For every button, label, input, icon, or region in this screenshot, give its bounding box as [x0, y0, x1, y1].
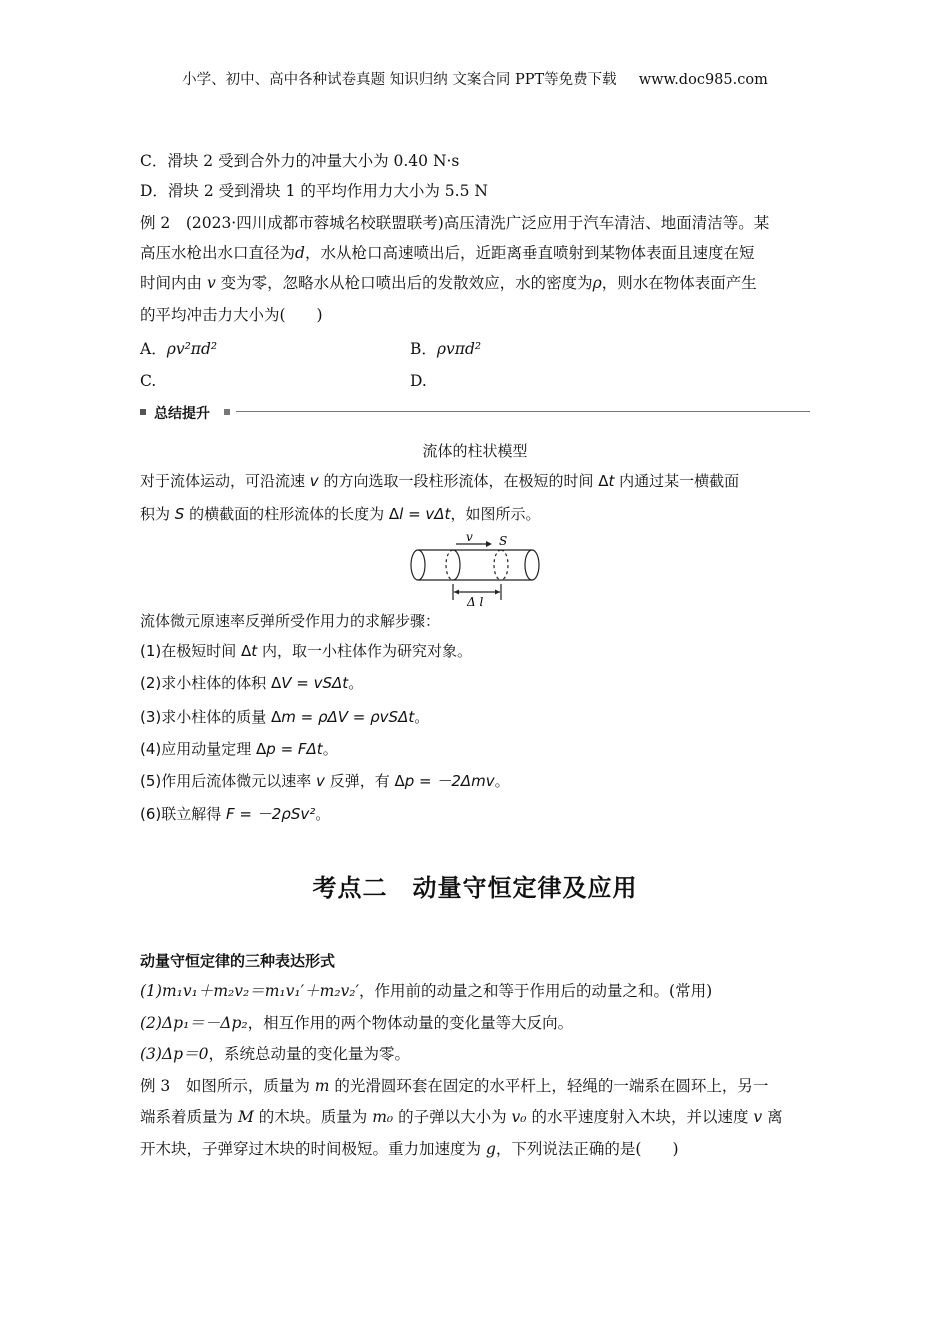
step-4 [140, 738, 338, 760]
summary-divider [236, 411, 810, 412]
steps-title: 流体微元原速率反弹所受作用力的求解步骤： [140, 612, 441, 630]
step5-c: p = －2Δmv [404, 772, 495, 790]
example3-line1 [140, 1075, 768, 1097]
example3-l1a: 如图所示，质量为 [185, 1077, 310, 1095]
model-p2b: 的横截面的柱形流体的长度为 Δ [189, 505, 400, 523]
example3-l3b: ，下列说法正确的是( ) [495, 1140, 679, 1158]
model-p2l: l = vΔt [399, 505, 451, 523]
cylinder-figure [404, 532, 544, 607]
cross-section-2-back [494, 550, 501, 580]
example2-text2a: 高压水枪出水口直径为 [140, 244, 296, 262]
step-3 [140, 706, 429, 728]
example2-line2 [140, 242, 754, 264]
cylinder-right-end [525, 550, 539, 580]
model-p2s: S [174, 505, 185, 523]
option-a-formula: ρv²πd² [166, 340, 218, 358]
example3-l2e: 离 [767, 1108, 783, 1126]
example3-l3a: 开木块，子弹穿过木块的时间极短。重力加速度为 [140, 1140, 482, 1158]
var-v0: v₀ [511, 1108, 527, 1126]
form1-formula: (1)m₁v₁＋m₂v₂＝m₁v₁′＋m₂v₂′ [140, 982, 360, 1000]
step-2 [140, 672, 363, 694]
step1-a: (1)在极短时间 Δ [140, 642, 252, 660]
fig-label-v: v [466, 532, 473, 544]
example2-line4: 的平均冲击力大小为( ) [140, 306, 323, 324]
summary-label: 总结提升 [154, 406, 210, 422]
example2-option-c: C. [140, 372, 157, 390]
step5-a: (5)作用后流体微元以速率 [140, 772, 312, 790]
example3-line2 [140, 1106, 783, 1128]
fig-label-dl: Δ l [467, 595, 484, 607]
example2-line1 [140, 212, 769, 234]
model-title: 流体的柱状模型 [422, 442, 528, 460]
dl-arrow-right-icon [495, 590, 500, 595]
step2-b: V = vSΔt [281, 674, 349, 692]
cylinder-left-end [411, 550, 425, 580]
step5-d: 。 [494, 772, 510, 790]
forms-title: 动量守恒定律的三种表达形式 [140, 952, 336, 970]
form2-formula: (2)Δp₁＝－Δp₂ [140, 1014, 248, 1032]
model-p1c: 内通过某一横截面 [619, 472, 740, 490]
example2-line3 [140, 272, 757, 294]
step4-b: p = FΔt [266, 740, 323, 758]
step6-a: (6)联立解得 [140, 805, 222, 823]
model-p2a: 积为 [140, 505, 171, 523]
var-d: d [295, 244, 305, 262]
example2-text3c: ，则水在物体表面产生 [601, 274, 757, 292]
page-header [0, 68, 950, 89]
form-2 [140, 1012, 573, 1034]
option-c-prev: C．滑块 2 受到合外力的冲量大小为 0.40 N·s [140, 152, 460, 170]
cross-section-2-front [501, 550, 508, 580]
form-3 [140, 1043, 410, 1065]
example3-line3 [140, 1138, 679, 1160]
summary-bar [140, 403, 810, 421]
example2-option-b [410, 338, 481, 360]
var-M: M [237, 1108, 254, 1126]
header-text: 小学、初中、高中各种试卷真题 知识归纳 文案合同 PPT等免费下载 [182, 72, 617, 88]
model-p1t: t [608, 472, 615, 490]
example3-l2c: 的子弹以大小为 [398, 1108, 507, 1126]
step6-c: 。 [315, 805, 331, 823]
dl-arrow-left-icon [454, 590, 459, 595]
cross-section-1-front [453, 550, 460, 580]
var-v: v [206, 274, 216, 292]
model-p2c: ，如图所示。 [450, 505, 541, 523]
step4-a: (4)应用动量定理 Δ [140, 740, 267, 758]
example3-l2a: 端系着质量为 [140, 1108, 234, 1126]
step-6 [140, 803, 330, 825]
example2-option-d: D. [410, 372, 427, 390]
form1-text: ，作用前的动量之和等于作用后的动量之和。(常用) [359, 982, 713, 1000]
model-para1 [140, 470, 739, 492]
step3-a: (3)求小柱体的质量 Δ [140, 708, 282, 726]
model-p1b: 的方向选取一段柱形流体，在极短的时间 Δ [323, 472, 609, 490]
form3-formula: (3)Δp＝0 [140, 1045, 209, 1063]
summary-square-icon-2 [224, 409, 230, 415]
step6-b: F = －2ρSv² [226, 805, 316, 823]
example2-text2b: ，水从枪口高速喷出后，近距离垂直喷射到某物体表面且速度在短 [304, 244, 755, 262]
example2-text3a: 时间内由 [140, 274, 203, 292]
step2-a: (2)求小柱体的体积 Δ [140, 674, 282, 692]
example3-l2b: 的木块。质量为 [258, 1108, 368, 1126]
step-1 [140, 640, 472, 662]
var-v3: v [753, 1108, 763, 1126]
option-b-formula: ρvπd² [436, 340, 482, 358]
step3-c: 。 [414, 708, 430, 726]
step1-t: t [251, 642, 258, 660]
v-arrow-head-icon [486, 541, 492, 547]
model-para2 [140, 503, 540, 525]
step3-b: m = ρΔV = ρvSΔt [281, 708, 415, 726]
fig-label-s: S [499, 534, 508, 548]
step5-v: v [316, 772, 325, 790]
model-p1v: v [309, 472, 319, 490]
option-a-prefix: A． [140, 340, 167, 358]
example2-option-a [140, 338, 217, 360]
form-1 [140, 980, 712, 1002]
example2-source: (2023·四川成都市蓉城名校联盟联考) [185, 214, 444, 232]
var-g: g [485, 1140, 496, 1158]
example3-l2d: 的水平速度射入木块，并以速度 [531, 1108, 749, 1126]
model-p1a: 对于流体运动，可沿流速 [140, 472, 306, 490]
summary-square-icon [140, 409, 146, 415]
var-m0: m₀ [372, 1108, 394, 1126]
form3-text: ，系统总动量的变化量为零。 [208, 1045, 410, 1063]
cross-section-1-back [446, 550, 453, 580]
option-d-prev: D．滑块 2 受到滑块 1 的平均作用力大小为 5.5 N [140, 182, 488, 200]
step2-c: 。 [348, 674, 364, 692]
example2-text3b: 变为零，忽略水从枪口喷出后的发散效应，水的密度为 [220, 274, 593, 292]
section-title: 考点二 动量守恒定律及应用 [312, 874, 638, 902]
step5-b: 反弹，有 Δ [329, 772, 405, 790]
example3-label: 例 3 [140, 1077, 171, 1095]
step1-b: 内，取一小柱体作为研究对象。 [261, 642, 472, 660]
example3-l1b: 的光滑圆环套在固定的水平杆上，轻绳的一端系在圆环上，另一 [334, 1077, 769, 1095]
header-url[interactable]: www.doc985.com [638, 72, 768, 88]
step-5 [140, 770, 510, 792]
example2-text1: 高压清洗广泛应用于汽车清洁、地面清洁等。某 [443, 214, 770, 232]
option-b-prefix: B． [410, 340, 437, 358]
form2-text: ，相互作用的两个物体动量的变化量等大反向。 [247, 1014, 574, 1032]
step4-c: 。 [322, 740, 338, 758]
var-rho: ρ [592, 274, 602, 292]
var-m: m [314, 1077, 330, 1095]
example2-label: 例 2 [140, 214, 171, 232]
